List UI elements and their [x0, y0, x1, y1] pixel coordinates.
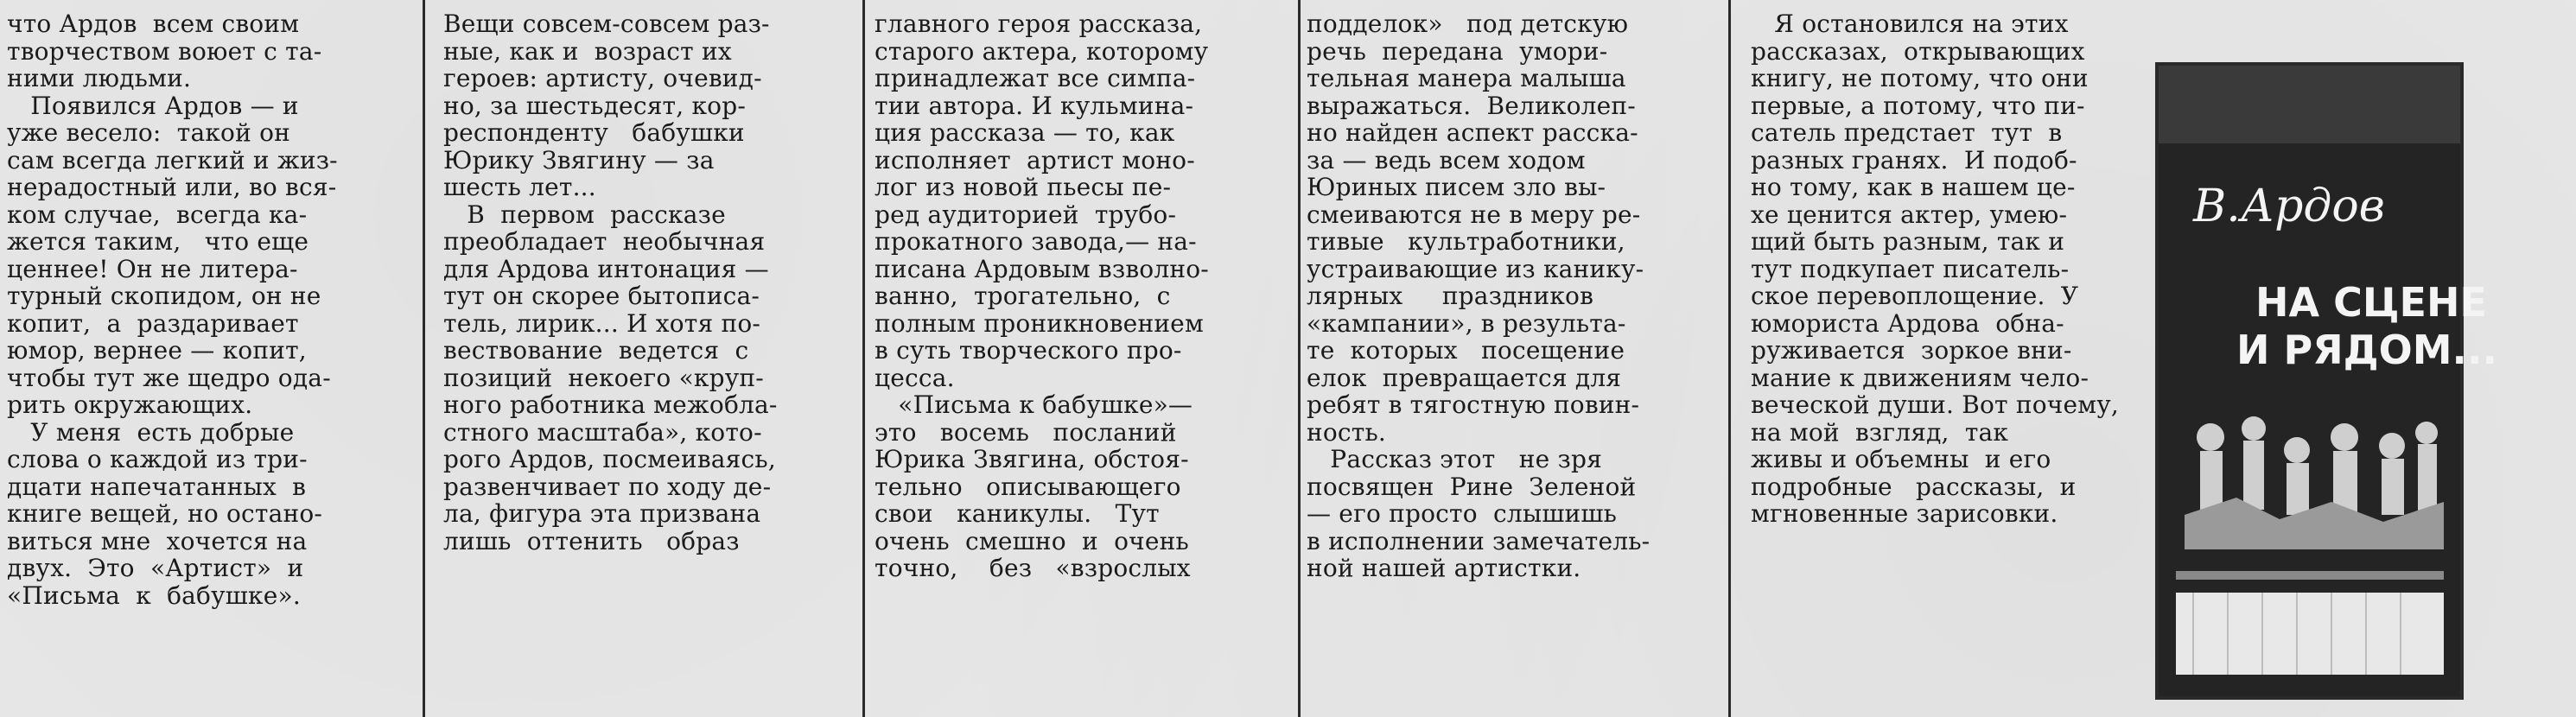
text-line: устраивающие из канику-: [1307, 254, 1644, 283]
text-column-2: [443, 10, 849, 712]
text-line: Юрика Звягина, обстоя-: [875, 445, 1189, 473]
text-line: Вещи совсем-совсем раз-: [443, 10, 770, 38]
text-line: сам всегда легкий и жиз-: [7, 145, 338, 174]
column-divider: [423, 0, 425, 717]
book-title-line-1: НА СЦЕНЕ: [2255, 279, 2487, 326]
text-line: главного героя рассказа,: [875, 10, 1203, 38]
text-line: первые, а потому, что пи-: [1751, 91, 2085, 120]
text-line: речь передана умори-: [1307, 36, 1608, 66]
text-line: сатель предстает тут в: [1751, 118, 2063, 147]
text-line: но найден аспект расска-: [1307, 118, 1638, 147]
text-line: тивые культработники,: [1307, 227, 1625, 256]
text-line: ные, как и возраст их: [443, 36, 732, 66]
text-line: мание к движениям чело-: [1751, 363, 2089, 392]
text-line: рить окружающих.: [7, 390, 253, 419]
text-line: преобладает необычная: [443, 227, 766, 256]
text-line: ценнее! Он не литера-: [7, 254, 298, 283]
text-line: тельная манера малыша: [1307, 64, 1626, 92]
text-line: ское перевоплощение. У: [1751, 282, 2079, 310]
text-line: очень смешно и очень: [875, 526, 1189, 555]
book-cover-illustration: [2159, 66, 2497, 696]
text-line: щий быть разным, так и: [1751, 227, 2065, 256]
text-line: Рассказ этот не зря: [1307, 445, 1602, 473]
stage-edge: [2176, 571, 2444, 580]
text-line: чтобы тут же щедро ода-: [7, 363, 331, 392]
text-line: в суть творческого про-: [875, 336, 1182, 365]
text-column-3: [875, 10, 1282, 712]
text-line: респонденту бабушки: [443, 118, 745, 147]
text-line: ла, фигура эта призвана: [443, 499, 761, 528]
text-line: Юрику Звягину — за: [443, 145, 715, 174]
text-line: тии автора. И кульмина-: [875, 91, 1194, 120]
column-divider: [862, 0, 865, 717]
text-line: ной нашей артистки.: [1307, 554, 1581, 582]
text-line: лишь оттенить образ: [443, 526, 740, 555]
text-line: разных гранях. И подоб-: [1751, 145, 2077, 174]
text-line: елок превращается для: [1307, 363, 1622, 392]
text-line: «кампании», в результа-: [1307, 308, 1626, 338]
column-divider: [1728, 0, 1731, 717]
text-line: книге вещей, но остано-: [7, 499, 323, 528]
text-line: хе ценится актер, умею-: [1751, 200, 2068, 229]
text-line: жется таким, что еще: [7, 227, 309, 256]
column-divider: [1298, 0, 1301, 717]
author-signature: В.Ардов: [2193, 181, 2385, 232]
text-line: В первом рассказе: [443, 200, 726, 229]
book-title-line-2: И РЯДОМ...: [2236, 327, 2497, 373]
text-line: шесть лет...: [443, 173, 596, 201]
text-line: точно, без «взрослых: [875, 554, 1191, 582]
text-line: тельно описывающего: [875, 472, 1181, 501]
text-line: лог из новой пьесы пе-: [875, 173, 1172, 201]
text-line: выражаться. Великолеп-: [1307, 91, 1636, 120]
text-line: подробные рассказы, и: [1751, 472, 2077, 501]
text-line: «Письма к бабушке».: [7, 581, 301, 610]
text-line: развенчивает по ходу де-: [443, 472, 772, 501]
text-line: тут подкупает писатель-: [1751, 254, 2070, 283]
text-line: старого актера, которому: [875, 36, 1209, 66]
text-column-1: [7, 10, 403, 712]
text-line: мгновенные зарисовки.: [1751, 499, 2058, 528]
text-line: творчеством воюет с та-: [7, 36, 322, 66]
text-line: дцати напечатанных в: [7, 472, 307, 501]
text-line: руживается зоркое вни-: [1751, 336, 2072, 365]
text-line: ком случае, всегда ка-: [7, 200, 308, 229]
text-line: Появился Ардов — и: [7, 91, 299, 120]
text-line: живы и объемны и его: [1751, 445, 2051, 473]
text-line: «Письма к бабушке»—: [875, 390, 1193, 419]
text-line: вествование ведется с: [443, 336, 749, 365]
text-line: что Ардов всем своим: [7, 10, 300, 38]
text-line: книгу, не потому, что они: [1751, 64, 2089, 92]
text-line: лярных праздников: [1307, 282, 1594, 310]
text-line: веческой души. Вот почему,: [1751, 390, 2120, 419]
text-line: за — ведь всем ходом: [1307, 145, 1586, 174]
text-line: ность.: [1307, 417, 1387, 447]
text-line: это восемь посланий: [875, 417, 1177, 447]
text-line: стного масштаба», кото-: [443, 417, 762, 447]
text-line: писана Ардовым взволно-: [875, 254, 1209, 283]
text-column-4: [1307, 10, 1720, 712]
text-line: тут он скорее бытописа-: [443, 282, 760, 310]
text-line: юмориста Ардова обна-: [1751, 308, 2064, 338]
text-line: подделок» под детскую: [1307, 10, 1629, 38]
text-line: Я остановился на этих: [1751, 10, 2069, 38]
text-line: принадлежат все симпа-: [875, 64, 1196, 92]
text-line: двух. Это «Артист» и: [7, 554, 304, 582]
text-line: рассказах, открывающих: [1751, 36, 2085, 66]
text-line: в исполнении замечатель-: [1307, 526, 1651, 555]
text-line: ними людьми.: [7, 64, 192, 92]
text-line: рого Ардов, посмеиваясь,: [443, 445, 776, 473]
text-line: для Ардова интонация —: [443, 254, 769, 283]
text-line: прокатного завода,— на-: [875, 227, 1197, 256]
text-line: — его просто слышишь: [1307, 499, 1618, 528]
text-line: цесса.: [875, 363, 955, 392]
text-line: виться мне хочется на: [7, 526, 308, 555]
text-line: слова о каждой из три-: [7, 445, 308, 473]
text-line: героев: артисту, очевид-: [443, 64, 762, 92]
text-line: уже весело: такой он: [7, 118, 290, 147]
text-line: ция рассказа — то, как: [875, 118, 1175, 147]
text-line: ванно, трогательно, с: [875, 282, 1171, 310]
text-line: на мой взгляд, так: [1751, 417, 2009, 447]
text-line: нерадостный или, во вся-: [7, 173, 337, 201]
text-line: Юриных писем зло вы-: [1307, 173, 1606, 201]
text-line: юмор, вернее — копит,: [7, 336, 307, 365]
text-line: ного работника межобла-: [443, 390, 778, 419]
text-line: исполняет артист моно-: [875, 145, 1195, 174]
text-line: но, за шестьдесят, кор-: [443, 91, 746, 120]
text-line: посвящен Рине Зеленой: [1307, 472, 1637, 501]
text-line: ред аудиторией трубо-: [875, 200, 1177, 229]
text-line: копит, а раздаривает: [7, 308, 299, 338]
text-line: полным проникновением: [875, 308, 1204, 338]
text-line: У меня есть добрые: [7, 417, 295, 447]
text-line: ребят в тягостную повин-: [1307, 390, 1640, 419]
book-cover-image: [2155, 62, 2497, 700]
text-line: тель, лирик... И хотя по-: [443, 308, 761, 338]
text-line: те которых посещение: [1307, 336, 1625, 365]
text-line: турный скопидом, он не: [7, 282, 321, 310]
text-line: но тому, как в нашем це-: [1751, 173, 2076, 201]
text-line: смеиваются не в меру ре-: [1307, 200, 1641, 229]
text-line: свои каникулы. Тут: [875, 499, 1160, 528]
stage-floor: [2176, 593, 2444, 675]
text-line: позиций некоего «круп-: [443, 363, 764, 392]
text-column-5: [1751, 10, 2140, 712]
